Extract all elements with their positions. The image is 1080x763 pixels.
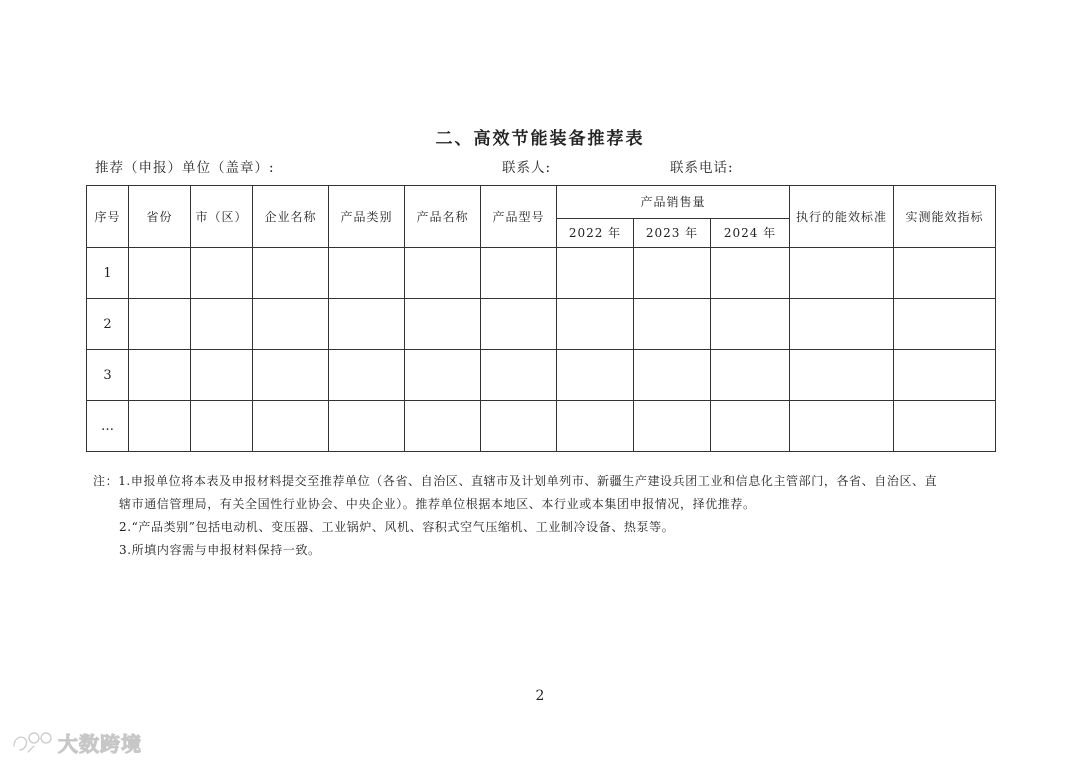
cell-company[interactable] <box>253 350 329 401</box>
cell-sales-2024[interactable] <box>711 401 790 452</box>
cell-measured[interactable] <box>894 248 996 299</box>
row-seq: 1 <box>87 248 129 299</box>
cell-measured[interactable] <box>894 299 996 350</box>
note-3: 3.所填内容需与申报材料保持一致。 <box>119 543 321 557</box>
watermark-text: 大数跨境 <box>58 732 142 756</box>
table-row <box>87 299 996 350</box>
table-row <box>87 248 996 299</box>
header-sales: 产品销售量 <box>557 186 790 219</box>
unit-label: 推荐（申报）单位（盖章）: <box>95 160 275 176</box>
cell-product-name[interactable] <box>405 299 481 350</box>
note-2: 2.“产品类别”包括电动机、变压器、工业锅炉、风机、容积式空气压缩机、工业制冷设备、热泵等。 <box>119 520 675 534</box>
cell-sales-2024[interactable] <box>711 248 790 299</box>
row-seq: … <box>87 401 129 452</box>
header-seq: 序号 <box>87 186 129 248</box>
cell-province[interactable] <box>129 248 191 299</box>
note-1-line-1: 注：1.申报单位将本表及申报材料提交至推荐单位（各省、自治区、直辖市及计划单列市、新疆生产建设兵团工业和信息化主管部门，各省、自治区、直 <box>93 474 938 488</box>
cell-sales-2023[interactable] <box>634 299 711 350</box>
header-province: 省份 <box>129 186 191 248</box>
cell-model[interactable] <box>481 401 557 452</box>
cell-category[interactable] <box>329 248 405 299</box>
cell-standard[interactable] <box>790 299 894 350</box>
cell-model[interactable] <box>481 299 557 350</box>
header-model: 产品型号 <box>481 186 557 248</box>
header-measured: 实测能效指标 <box>894 186 996 248</box>
header-product-name: 产品名称 <box>405 186 481 248</box>
cell-city[interactable] <box>191 248 253 299</box>
cell-city[interactable] <box>191 299 253 350</box>
cell-measured[interactable] <box>894 350 996 401</box>
cell-product-name[interactable] <box>405 401 481 452</box>
cell-measured[interactable] <box>894 401 996 452</box>
header-year-2022: 2022 年 <box>557 219 634 248</box>
row-seq: 3 <box>87 350 129 401</box>
cell-city[interactable] <box>191 401 253 452</box>
cell-sales-2024[interactable] <box>711 299 790 350</box>
cell-product-name[interactable] <box>405 350 481 401</box>
cell-category[interactable] <box>329 350 405 401</box>
notes-section <box>93 470 993 562</box>
header-standard: 执行的能效标准 <box>790 186 894 248</box>
row-seq: 2 <box>87 299 129 350</box>
page-number: 2 <box>535 688 545 704</box>
cell-standard[interactable] <box>790 248 894 299</box>
header-company: 企业名称 <box>253 186 329 248</box>
recommendation-table <box>86 185 996 452</box>
table-header-row <box>87 186 996 219</box>
cell-sales-2022[interactable] <box>557 350 634 401</box>
contact-person-label: 联系人: <box>502 160 552 176</box>
cell-sales-2023[interactable] <box>634 248 711 299</box>
cell-city[interactable] <box>191 350 253 401</box>
header-year-2023: 2023 年 <box>634 219 711 248</box>
note-1-line-2: 辖市通信管理局，有关全国性行业协会、中央企业）。推荐单位根据本地区、本行业或本集团申报情况，择优推荐。 <box>119 497 756 511</box>
cell-sales-2023[interactable] <box>634 401 711 452</box>
cell-product-name[interactable] <box>405 248 481 299</box>
cell-company[interactable] <box>253 248 329 299</box>
header-city: 市（区） <box>191 186 253 248</box>
header-category: 产品类别 <box>329 186 405 248</box>
cell-sales-2024[interactable] <box>711 350 790 401</box>
brand-logo-icon <box>10 730 54 756</box>
table-row <box>87 401 996 452</box>
cell-standard[interactable] <box>790 350 894 401</box>
cell-province[interactable] <box>129 299 191 350</box>
cell-category[interactable] <box>329 299 405 350</box>
table-row <box>87 350 996 401</box>
cell-standard[interactable] <box>790 401 894 452</box>
cell-model[interactable] <box>481 248 557 299</box>
watermark <box>10 728 142 757</box>
cell-sales-2023[interactable] <box>634 350 711 401</box>
page-title: 二、高效节能装备推荐表 <box>435 129 645 149</box>
cell-province[interactable] <box>129 401 191 452</box>
cell-province[interactable] <box>129 350 191 401</box>
cell-model[interactable] <box>481 350 557 401</box>
cell-sales-2022[interactable] <box>557 248 634 299</box>
cell-sales-2022[interactable] <box>557 401 634 452</box>
contact-phone-label: 联系电话: <box>670 160 734 176</box>
cell-sales-2022[interactable] <box>557 299 634 350</box>
cell-company[interactable] <box>253 401 329 452</box>
cell-company[interactable] <box>253 299 329 350</box>
cell-category[interactable] <box>329 401 405 452</box>
header-year-2024: 2024 年 <box>711 219 790 248</box>
